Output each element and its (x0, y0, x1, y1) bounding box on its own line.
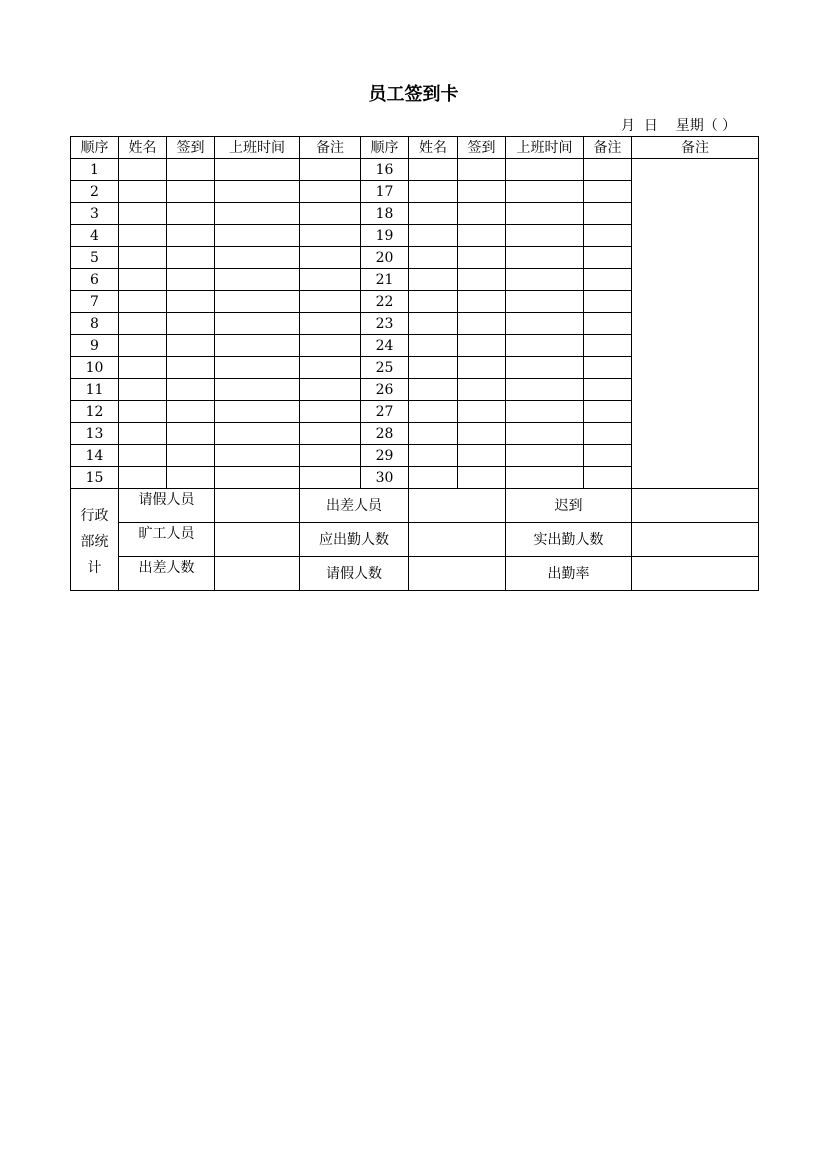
sign-in-cell[interactable] (167, 247, 215, 269)
header-cell: 签到 (458, 137, 506, 159)
start-time-cell[interactable] (506, 445, 584, 467)
header-cell: 备注 (632, 137, 759, 159)
remark-cell[interactable] (300, 181, 361, 203)
sign-in-cell[interactable] (167, 203, 215, 225)
header-cell: 顺序 (71, 137, 119, 159)
order-cell: 20 (361, 247, 409, 269)
name-cell[interactable] (409, 203, 458, 225)
name-cell[interactable] (409, 379, 458, 401)
name-cell[interactable] (409, 291, 458, 313)
sign-in-cell[interactable] (167, 401, 215, 423)
stat-label: 出差人数 (119, 557, 215, 591)
start-time-cell[interactable] (215, 401, 300, 423)
stats-row (71, 557, 759, 591)
remark-cell[interactable] (300, 203, 361, 225)
name-cell[interactable] (119, 401, 167, 423)
sign-in-cell[interactable] (167, 379, 215, 401)
order-cell: 13 (71, 423, 119, 445)
remark-cell[interactable] (300, 467, 361, 489)
start-time-cell[interactable] (506, 291, 584, 313)
sign-in-cell[interactable] (458, 335, 506, 357)
sign-in-cell[interactable] (458, 313, 506, 335)
remark-cell[interactable] (300, 357, 361, 379)
name-cell[interactable] (119, 247, 167, 269)
order-cell: 17 (361, 181, 409, 203)
order-cell: 6 (71, 269, 119, 291)
remark-cell[interactable] (584, 159, 632, 181)
remark-cell[interactable] (300, 335, 361, 357)
name-cell[interactable] (409, 225, 458, 247)
name-cell[interactable] (119, 467, 167, 489)
admin-stats-label-line: 部统 (80, 533, 109, 550)
remark-cell[interactable] (584, 335, 632, 357)
name-cell[interactable] (409, 445, 458, 467)
start-time-cell[interactable] (506, 379, 584, 401)
name-cell[interactable] (409, 313, 458, 335)
order-cell: 12 (71, 401, 119, 423)
stat-label: 出差人员 (300, 489, 409, 523)
remark-cell[interactable] (584, 269, 632, 291)
name-cell[interactable] (409, 181, 458, 203)
remark-cell[interactable] (300, 313, 361, 335)
start-time-cell[interactable] (215, 159, 300, 181)
remark-cell[interactable] (300, 269, 361, 291)
name-cell[interactable] (409, 423, 458, 445)
remark-cell[interactable] (584, 423, 632, 445)
header-cell: 备注 (300, 137, 361, 159)
remark-cell[interactable] (584, 357, 632, 379)
start-time-cell[interactable] (506, 423, 584, 445)
start-time-cell[interactable] (506, 247, 584, 269)
sign-in-cell[interactable] (458, 225, 506, 247)
remark-cell[interactable] (300, 423, 361, 445)
sign-in-cell[interactable] (458, 379, 506, 401)
order-cell: 29 (361, 445, 409, 467)
start-time-cell[interactable] (506, 313, 584, 335)
order-cell: 8 (71, 313, 119, 335)
order-cell: 16 (361, 159, 409, 181)
name-cell[interactable] (409, 357, 458, 379)
header-cell: 上班时间 (506, 137, 584, 159)
order-cell: 23 (361, 313, 409, 335)
sign-in-cell[interactable] (167, 313, 215, 335)
weekday-label: 星期（ ） (675, 118, 737, 134)
sign-in-cell[interactable] (167, 225, 215, 247)
sign-in-cell[interactable] (167, 357, 215, 379)
start-time-cell[interactable] (215, 269, 300, 291)
remark-cell[interactable] (584, 313, 632, 335)
sign-in-cell[interactable] (458, 291, 506, 313)
table-row (71, 159, 759, 181)
name-cell[interactable] (119, 335, 167, 357)
start-time-cell[interactable] (215, 313, 300, 335)
header-cell: 上班时间 (215, 137, 300, 159)
start-time-cell[interactable] (506, 401, 584, 423)
header-cell: 姓名 (409, 137, 458, 159)
stat-value[interactable] (215, 489, 300, 523)
name-cell[interactable] (409, 467, 458, 489)
start-time-cell[interactable] (215, 225, 300, 247)
remark-cell[interactable] (300, 225, 361, 247)
order-cell: 7 (71, 291, 119, 313)
sign-in-cell[interactable] (167, 423, 215, 445)
admin-stats-label-line: 计 (87, 559, 102, 576)
date-line (621, 115, 736, 135)
order-cell: 1 (71, 159, 119, 181)
stats-row (71, 489, 759, 523)
name-cell[interactable] (119, 181, 167, 203)
remark-cell[interactable] (300, 379, 361, 401)
stat-label: 应出勤人数 (300, 523, 409, 557)
name-cell[interactable] (119, 379, 167, 401)
sign-in-cell[interactable] (458, 181, 506, 203)
name-cell[interactable] (409, 335, 458, 357)
remark-cell[interactable] (584, 247, 632, 269)
name-cell[interactable] (119, 269, 167, 291)
stat-label: 请假人员 (119, 489, 215, 523)
remark-cell[interactable] (584, 401, 632, 423)
stat-label: 迟到 (506, 489, 632, 523)
name-cell[interactable] (119, 313, 167, 335)
day-label: 日 (643, 118, 658, 134)
start-time-cell[interactable] (506, 357, 584, 379)
order-cell: 22 (361, 291, 409, 313)
remarks-area[interactable] (632, 159, 759, 489)
sign-in-cell[interactable] (458, 401, 506, 423)
remark-cell[interactable] (300, 401, 361, 423)
start-time-cell[interactable] (506, 225, 584, 247)
order-cell: 4 (71, 225, 119, 247)
start-time-cell[interactable] (506, 203, 584, 225)
header-cell: 签到 (167, 137, 215, 159)
sign-in-cell[interactable] (167, 269, 215, 291)
start-time-cell[interactable] (506, 467, 584, 489)
name-cell[interactable] (119, 203, 167, 225)
sign-in-cell[interactable] (458, 357, 506, 379)
order-cell: 25 (361, 357, 409, 379)
start-time-cell[interactable] (215, 423, 300, 445)
start-time-cell[interactable] (506, 335, 584, 357)
start-time-cell[interactable] (215, 445, 300, 467)
sign-in-cell[interactable] (458, 203, 506, 225)
order-cell: 14 (71, 445, 119, 467)
sign-in-cell[interactable] (458, 445, 506, 467)
order-cell: 18 (361, 203, 409, 225)
name-cell[interactable] (119, 225, 167, 247)
start-time-cell[interactable] (506, 269, 584, 291)
stat-value[interactable] (215, 557, 300, 591)
sign-in-cell[interactable] (167, 467, 215, 489)
name-cell[interactable] (409, 159, 458, 181)
start-time-cell[interactable] (215, 181, 300, 203)
start-time-cell[interactable] (215, 357, 300, 379)
stat-value[interactable] (215, 523, 300, 557)
start-time-cell[interactable] (215, 467, 300, 489)
order-cell: 21 (361, 269, 409, 291)
remark-cell[interactable] (300, 159, 361, 181)
sign-in-table (70, 136, 759, 591)
start-time-cell[interactable] (215, 335, 300, 357)
remark-cell[interactable] (584, 379, 632, 401)
order-cell: 15 (71, 467, 119, 489)
name-cell[interactable] (119, 159, 167, 181)
sign-in-cell[interactable] (458, 159, 506, 181)
stat-label: 旷工人员 (119, 523, 215, 557)
order-cell: 11 (71, 379, 119, 401)
name-cell[interactable] (409, 247, 458, 269)
remark-cell[interactable] (584, 181, 632, 203)
remark-cell[interactable] (584, 203, 632, 225)
header-row (71, 137, 759, 159)
name-cell[interactable] (119, 445, 167, 467)
stat-value[interactable] (632, 523, 759, 557)
name-cell[interactable] (119, 291, 167, 313)
order-cell: 5 (71, 247, 119, 269)
sign-in-cell[interactable] (458, 247, 506, 269)
sign-in-cell[interactable] (167, 291, 215, 313)
order-cell: 19 (361, 225, 409, 247)
sign-in-cell[interactable] (458, 269, 506, 291)
stats-row (71, 523, 759, 557)
remark-cell[interactable] (584, 445, 632, 467)
start-time-cell[interactable] (215, 247, 300, 269)
admin-stats-label (71, 489, 119, 591)
start-time-cell[interactable] (215, 379, 300, 401)
order-cell: 10 (71, 357, 119, 379)
sign-in-cell[interactable] (458, 467, 506, 489)
start-time-cell[interactable] (215, 203, 300, 225)
start-time-cell[interactable] (506, 181, 584, 203)
admin-stats-label-line: 行政 (80, 507, 109, 524)
stat-value[interactable] (632, 557, 759, 591)
remark-cell[interactable] (300, 291, 361, 313)
header-cell: 顺序 (361, 137, 409, 159)
sign-in-cell[interactable] (167, 445, 215, 467)
sign-in-cell[interactable] (167, 335, 215, 357)
sign-in-cell[interactable] (167, 159, 215, 181)
stat-label: 实出勤人数 (506, 523, 632, 557)
name-cell[interactable] (409, 401, 458, 423)
header-cell: 姓名 (119, 137, 167, 159)
stat-value[interactable] (409, 557, 506, 591)
start-time-cell[interactable] (506, 159, 584, 181)
page-title: 员工签到卡 (368, 84, 459, 105)
sign-in-cell[interactable] (167, 181, 215, 203)
sign-in-cell[interactable] (458, 423, 506, 445)
stat-value[interactable] (632, 489, 759, 523)
order-cell: 28 (361, 423, 409, 445)
remark-cell[interactable] (584, 291, 632, 313)
order-cell: 9 (71, 335, 119, 357)
order-cell: 26 (361, 379, 409, 401)
stat-label: 请假人数 (300, 557, 409, 591)
order-cell: 24 (361, 335, 409, 357)
start-time-cell[interactable] (215, 291, 300, 313)
remark-cell[interactable] (300, 247, 361, 269)
remark-cell[interactable] (584, 225, 632, 247)
remark-cell[interactable] (300, 445, 361, 467)
order-cell: 30 (361, 467, 409, 489)
name-cell[interactable] (119, 423, 167, 445)
name-cell[interactable] (409, 269, 458, 291)
header-cell: 备注 (584, 137, 632, 159)
remark-cell[interactable] (584, 467, 632, 489)
name-cell[interactable] (119, 357, 167, 379)
order-cell: 2 (71, 181, 119, 203)
order-cell: 27 (361, 401, 409, 423)
stat-value[interactable] (409, 523, 506, 557)
stat-value[interactable] (409, 489, 506, 523)
month-label: 月 (621, 118, 635, 134)
stat-label: 出勤率 (506, 557, 632, 591)
order-cell: 3 (71, 203, 119, 225)
